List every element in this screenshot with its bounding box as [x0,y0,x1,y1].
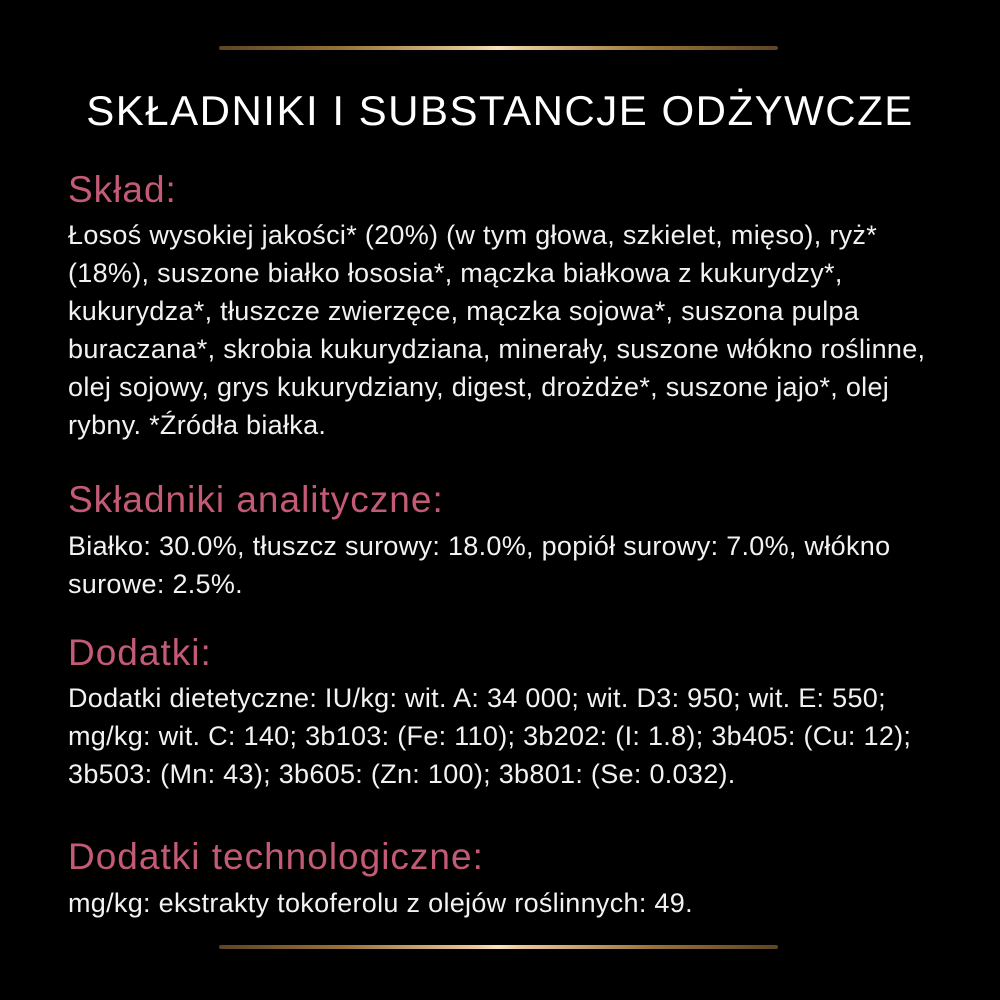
section-additives-heading: Dodatki: [68,631,212,673]
section-analytical-heading: Składniki analityczne: [68,479,444,521]
section-technological-body: mg/kg: ekstrakty tokoferolu z olejów roślinnych: 49. [68,887,693,918]
gold-divider-top [219,46,778,50]
section-technological-heading: Dodatki technologiczne: [68,836,484,878]
section-composition-heading: Skład: [68,169,177,210]
section-composition [68,168,948,444]
section-technological-additives [68,835,948,921]
section-composition-body: Łosoś wysokiej jakości* (20%) (w tym głowa, szkielet, mięso), ryż* (18%), suszone białko łososia*, mączka białkowa z kukurydzy*, kukurydza*, tłuszcze zwierzęce, mączka sojowa*, suszona pulpa buraczana*, skrobia kukurydziana, minerały, suszone włókno roślinne, olej sojowy, grys kukurydziany, digest, drożdże*, suszone jajo*, olej rybny. *Źródła białka. [68,220,926,441]
section-analytical-body: Białko: 30.0%, tłuszcz surowy: 18.0%, popiół surowy: 7.0%, włókno surowe: 2.5%. [68,530,891,599]
section-additives-body: Dodatki dietetyczne: IU/kg: wit. A: 34 000; wit. D3: 950; wit. E: 550; mg/kg: wit. C: 140; 3b103: (Fe: 110); 3b202: (I: 1.8); 3b405: (Cu: 12); 3b503: (Mn: 43); 3b605: (Zn: 100); 3b801: (Se: 0.032). [68,683,912,790]
section-analytical-constituents [68,478,948,602]
section-additives [68,631,948,793]
content-area [68,168,948,922]
page-title: SKŁADNIKI I SUBSTANCJE ODŻYWCZE [86,87,914,134]
gold-divider-bottom [219,945,778,949]
